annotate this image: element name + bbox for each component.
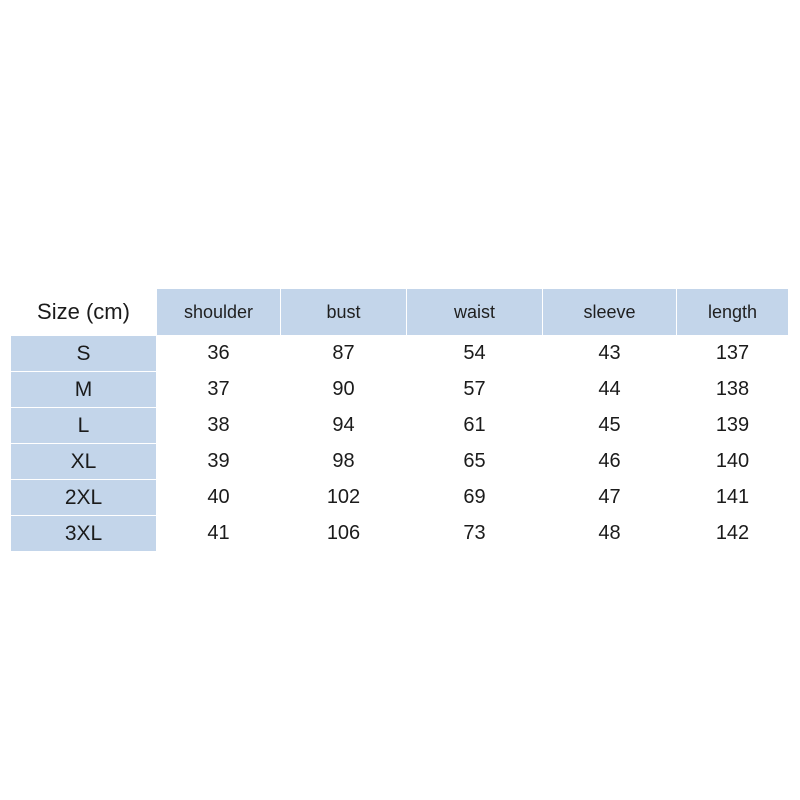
- table-header-row: [11, 289, 789, 336]
- cell-shoulder: 38: [157, 408, 281, 444]
- column-header-waist: waist: [407, 289, 543, 336]
- table-row: [11, 516, 789, 552]
- row-header-size: M: [11, 372, 157, 408]
- size-chart-table: [10, 288, 789, 552]
- cell-waist: 73: [407, 516, 543, 552]
- cell-bust: 98: [281, 444, 407, 480]
- table-row: [11, 480, 789, 516]
- row-header-size: 2XL: [11, 480, 157, 516]
- size-table-container: [10, 288, 788, 552]
- table-row: [11, 444, 789, 480]
- cell-sleeve: 44: [543, 372, 677, 408]
- table-row: [11, 408, 789, 444]
- cell-length: 142: [677, 516, 789, 552]
- column-header-sleeve: sleeve: [543, 289, 677, 336]
- row-header-size: S: [11, 336, 157, 372]
- cell-bust: 106: [281, 516, 407, 552]
- table-body: [11, 336, 789, 552]
- cell-sleeve: 46: [543, 444, 677, 480]
- cell-length: 141: [677, 480, 789, 516]
- cell-sleeve: 47: [543, 480, 677, 516]
- table-header: [11, 289, 789, 336]
- cell-shoulder: 39: [157, 444, 281, 480]
- cell-waist: 57: [407, 372, 543, 408]
- cell-bust: 87: [281, 336, 407, 372]
- table-row: [11, 372, 789, 408]
- cell-shoulder: 40: [157, 480, 281, 516]
- row-header-size: XL: [11, 444, 157, 480]
- cell-length: 137: [677, 336, 789, 372]
- cell-shoulder: 41: [157, 516, 281, 552]
- row-header-size: 3XL: [11, 516, 157, 552]
- cell-shoulder: 37: [157, 372, 281, 408]
- table-title-cell: Size (cm): [11, 289, 157, 336]
- column-header-shoulder: shoulder: [157, 289, 281, 336]
- cell-sleeve: 48: [543, 516, 677, 552]
- cell-shoulder: 36: [157, 336, 281, 372]
- cell-bust: 90: [281, 372, 407, 408]
- cell-bust: 94: [281, 408, 407, 444]
- cell-waist: 65: [407, 444, 543, 480]
- column-header-length: length: [677, 289, 789, 336]
- cell-length: 139: [677, 408, 789, 444]
- column-header-bust: bust: [281, 289, 407, 336]
- cell-length: 138: [677, 372, 789, 408]
- cell-sleeve: 43: [543, 336, 677, 372]
- cell-length: 140: [677, 444, 789, 480]
- cell-waist: 69: [407, 480, 543, 516]
- cell-sleeve: 45: [543, 408, 677, 444]
- row-header-size: L: [11, 408, 157, 444]
- table-row: [11, 336, 789, 372]
- cell-bust: 102: [281, 480, 407, 516]
- cell-waist: 61: [407, 408, 543, 444]
- cell-waist: 54: [407, 336, 543, 372]
